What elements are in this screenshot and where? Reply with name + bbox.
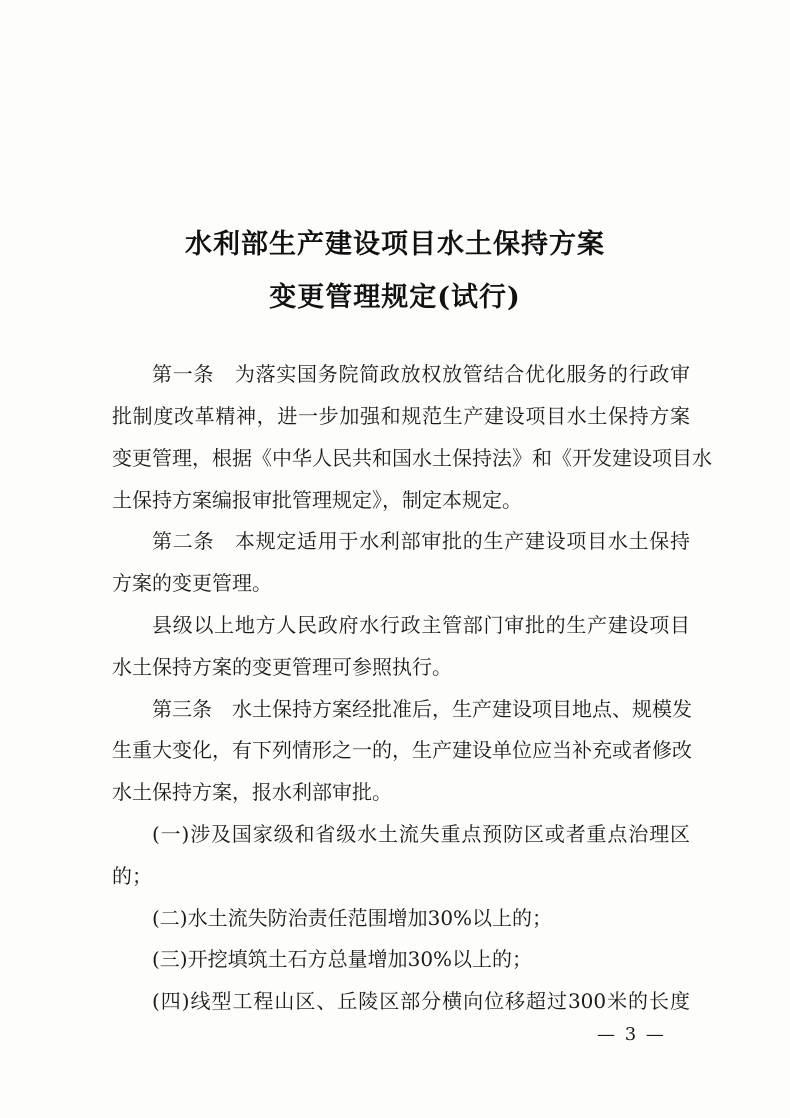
article-3-line-2: 生重大变化，有下列情形之一的，生产建设单位应当补充或者修改: [112, 738, 692, 762]
article-1-line-2: 批制度改革精神，进一步加强和规范生产建设项目水土保持方案: [112, 404, 690, 428]
clause-1-line-1: (一)涉及国家级和省级水土流失重点预防区或者重点治理区: [152, 822, 690, 846]
article-2-line-1: 第二条 本规定适用于水利部审批的生产建设项目水土保持: [152, 529, 690, 553]
article-1-line-4: 土保持方案编报审批管理规定》，制定本规定。: [112, 488, 522, 512]
article-2-line-2: 方案的变更管理。: [112, 571, 272, 595]
document-title-line-2: 变更管理规定(试行): [269, 282, 521, 313]
article-2-para-2-line-1: 县级以上地方人民政府水行政主管部门审批的生产建设项目: [152, 613, 690, 637]
clause-2: (二)水土流失防治责任范围增加30%以上的；: [152, 906, 553, 930]
article-1-line-3: 变更管理，根据《中华人民共和国水土保持法》和《开发建设项目水: [112, 446, 712, 470]
article-1-line-1: 第一条 为落实国务院简政放权放管结合优化服务的行政审: [152, 362, 690, 386]
clause-4-line-1: (四)线型工程山区、丘陵区部分横向位移超过300米的长度: [152, 989, 690, 1013]
clause-3: (三)开挖填筑土石方总量增加30%以上的；: [152, 947, 533, 971]
article-3-line-1: 第三条 水土保持方案经批准后，生产建设项目地点、规模发: [152, 697, 692, 721]
clause-1-line-2: 的；: [112, 864, 152, 888]
article-2-para-2-line-2: 水土保持方案的变更管理可参照执行。: [112, 655, 452, 679]
page-number: — 3 —: [597, 1024, 666, 1045]
article-3-line-3: 水土保持方案，报水利部审批。: [112, 780, 392, 804]
document-title-line-1: 水利部生产建设项目水土保持方案: [185, 229, 605, 260]
